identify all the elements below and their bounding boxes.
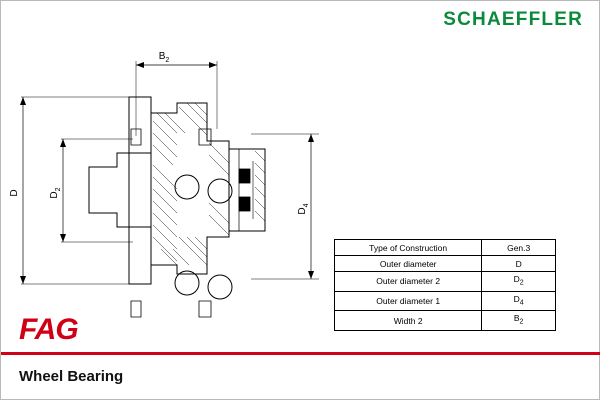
row-value: $D_4$: [482, 291, 556, 311]
row-value: $B_2$: [482, 311, 556, 331]
table-row: [335, 256, 556, 272]
row-label: Width 2: [335, 311, 482, 331]
table-row: [335, 240, 556, 256]
specification-table: [334, 239, 556, 331]
footer-divider: [1, 352, 600, 355]
table-row: [335, 311, 556, 331]
row-value: D: [482, 256, 556, 272]
schaeffler-logo: SCHAEFFLER: [443, 9, 583, 30]
dimension-label-D: D: [9, 189, 20, 197]
row-value: $D_2$: [482, 272, 556, 292]
dimension-label-D4: $D_4$: [297, 203, 310, 215]
row-value: Gen.3: [482, 240, 556, 256]
row-label: Type of Construction: [335, 240, 482, 256]
dimension-label-B2: $B_2$: [158, 51, 170, 64]
product-title: Wheel Bearing: [19, 368, 124, 385]
row-label: Outer diameter: [335, 256, 482, 272]
row-label: Outer diameter 2: [335, 272, 482, 292]
row-label: Outer diameter 1: [335, 291, 482, 311]
fag-logo: FAG: [19, 313, 78, 346]
table-row: [335, 291, 556, 311]
dimension-label-D2: $D_2$: [49, 187, 62, 199]
table-row: [335, 272, 556, 292]
